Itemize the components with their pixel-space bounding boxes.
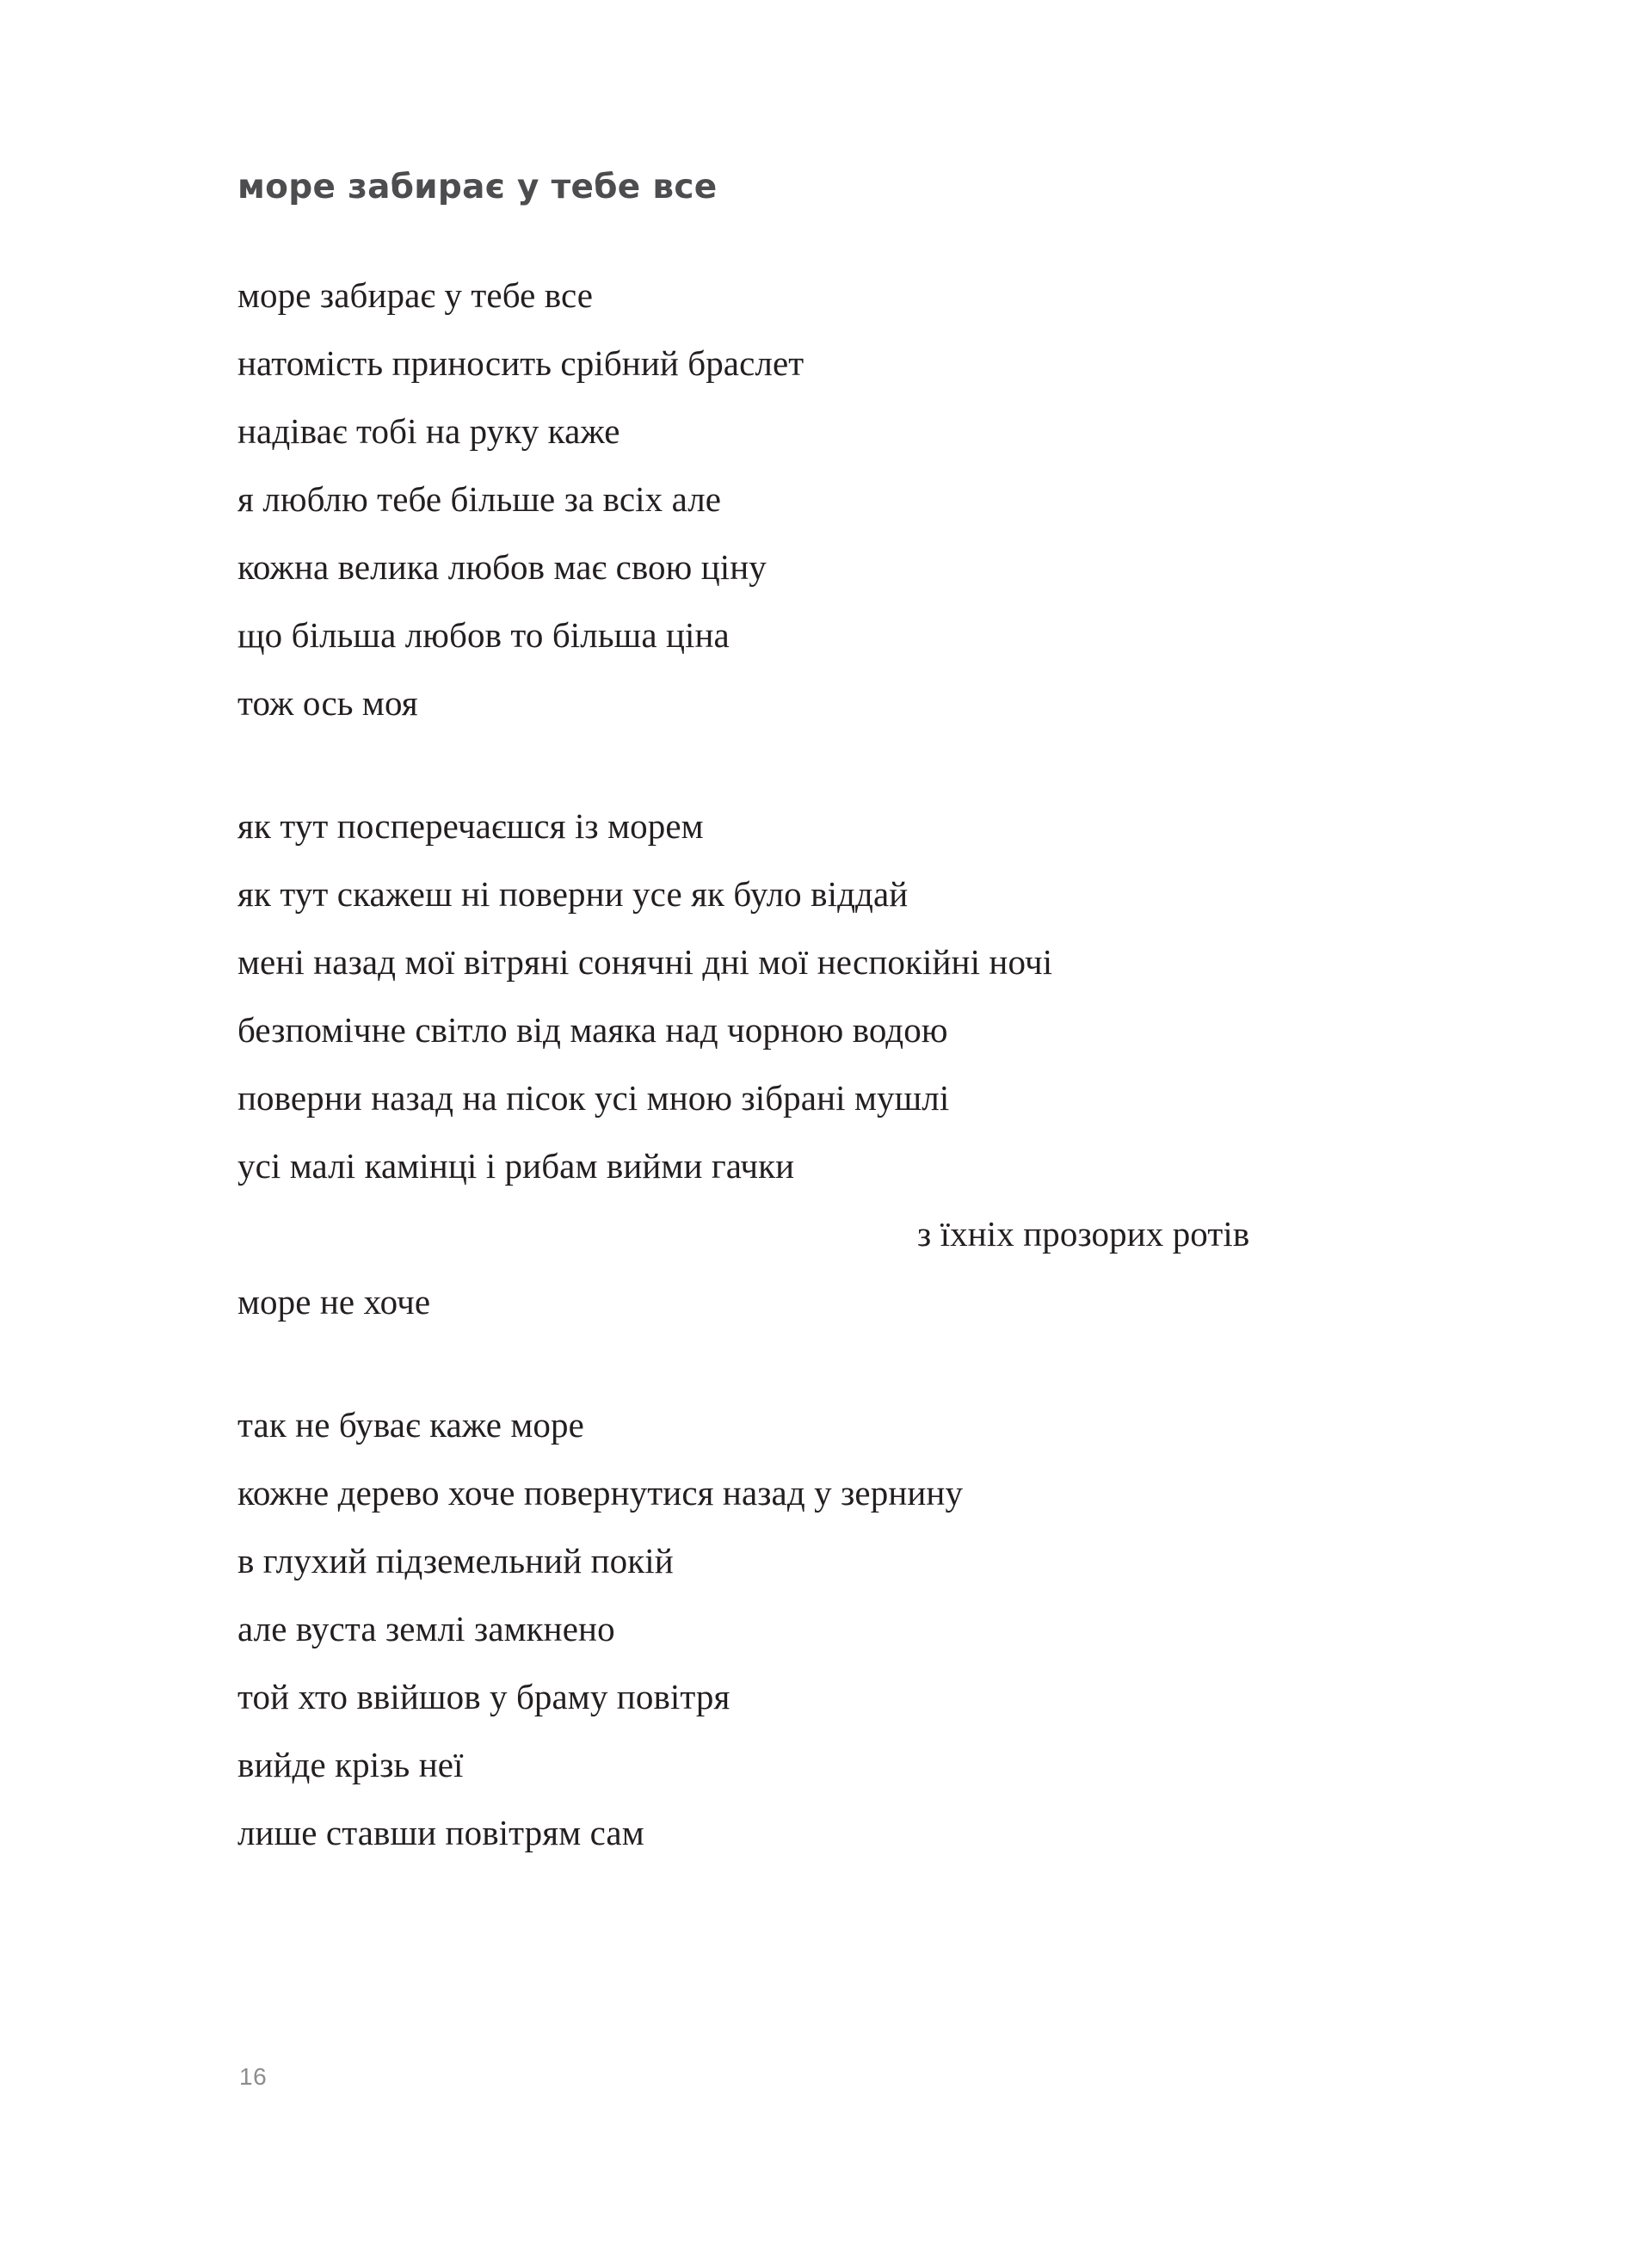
stanza-2 <box>237 792 1485 1336</box>
stanza-1 <box>237 262 1485 737</box>
poem-line: мені назад мої вітряні сонячні дні мої неспокійні ночі <box>237 941 1053 982</box>
stanza-3 <box>237 1391 1485 1867</box>
page-number: 16 <box>239 2063 268 2090</box>
poem-line: надіває тобі на руку каже <box>237 410 620 451</box>
poem-line: поверни назад на пісок усі мною зібрані мушлі <box>237 1077 950 1118</box>
poem-line: той хто ввійшов у браму повітря <box>237 1676 730 1716</box>
poem-line: я люблю тебе більше за всіх але <box>237 478 722 519</box>
poem-line: в глухий підземельний покій <box>237 1540 674 1581</box>
poem-body <box>237 168 1485 1867</box>
poem-line: як тут скажеш ні поверни усе як було віддай <box>237 873 909 914</box>
poem-line: безпомічне світло від маяка над чорною водою <box>237 1009 948 1050</box>
poem-line: що більша любов то більша ціна <box>237 614 730 655</box>
poem-line: як тут посперечаєшся із морем <box>237 805 704 846</box>
poem-line: тож ось моя <box>237 682 418 723</box>
poem-line: але вуста землі замкнено <box>237 1608 615 1648</box>
poem-line: лише ставши повітрям сам <box>237 1812 644 1852</box>
poem-line: кожне дерево хоче повернутися назад у зернину <box>237 1472 964 1513</box>
poem-line: море не хоче <box>237 1281 431 1322</box>
page-title: море забирає у тебе все <box>237 168 718 206</box>
poem-line: море забирає у тебе все <box>237 274 594 315</box>
poem-line: усі малі камінці і рибам вийми гачки <box>237 1145 795 1186</box>
poem-line: кожна велика любов має свою ціну <box>237 546 767 587</box>
poem-line: так не буває каже море <box>237 1404 584 1445</box>
poem-line-indented: з їхніх прозорих ротів <box>917 1213 1250 1254</box>
poem-line: натомість приносить срібний браслет <box>237 342 804 383</box>
poem-line: вийде крізь неї <box>237 1744 464 1784</box>
